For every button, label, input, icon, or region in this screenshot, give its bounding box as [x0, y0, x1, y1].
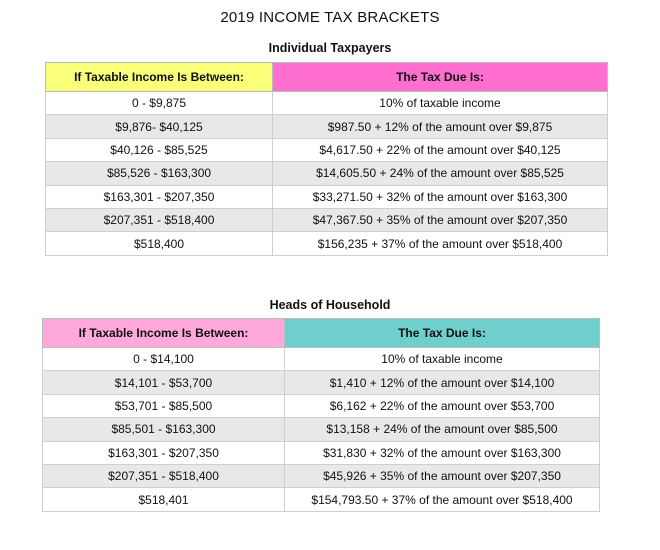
individual-col2-header: The Tax Due Is:	[273, 63, 608, 92]
income-range-cell: 0 - $14,100	[43, 348, 285, 371]
income-range-cell: $207,351 - $518,400	[43, 464, 285, 487]
table-row	[46, 208, 608, 231]
tax-due-cell: $14,605.50 + 24% of the amount over $85,525	[273, 162, 608, 185]
table-row	[46, 162, 608, 185]
individual-col1-header: If Taxable Income Is Between:	[46, 63, 273, 92]
table-row	[43, 464, 600, 487]
tax-due-cell: $47,367.50 + 35% of the amount over $207,350	[273, 208, 608, 231]
income-range-cell: $163,301 - $207,350	[43, 441, 285, 464]
tax-due-cell: $987.50 + 12% of the amount over $9,875	[273, 115, 608, 138]
table-row	[46, 138, 608, 161]
household-col1-header: If Taxable Income Is Between:	[43, 319, 285, 348]
income-range-cell: $14,101 - $53,700	[43, 371, 285, 394]
table-row	[43, 394, 600, 417]
income-range-cell: $518,400	[46, 232, 273, 255]
income-range-cell: $207,351 - $518,400	[46, 208, 273, 231]
document-title: 2019 INCOME TAX BRACKETS	[220, 9, 440, 26]
table-row	[46, 115, 608, 138]
household-col2-header: The Tax Due Is:	[285, 319, 600, 348]
table-row	[43, 418, 600, 441]
household-section-title: Heads of Household	[269, 298, 391, 312]
tax-due-cell: 10% of taxable income	[285, 348, 600, 371]
tax-due-cell: $6,162 + 22% of the amount over $53,700	[285, 394, 600, 417]
tax-due-cell: $33,271.50 + 32% of the amount over $163,300	[273, 185, 608, 208]
household-tax-table	[42, 318, 600, 512]
tax-due-cell: $1,410 + 12% of the amount over $14,100	[285, 371, 600, 394]
income-range-cell: $85,501 - $163,300	[43, 418, 285, 441]
tax-due-cell: $4,617.50 + 22% of the amount over $40,125	[273, 138, 608, 161]
tax-due-cell: $13,158 + 24% of the amount over $85,500	[285, 418, 600, 441]
income-range-cell: $518,401	[43, 488, 285, 511]
income-range-cell: 0 - $9,875	[46, 92, 273, 115]
income-range-cell: $53,701 - $85,500	[43, 394, 285, 417]
tax-due-cell: $156,235 + 37% of the amount over $518,400	[273, 232, 608, 255]
table-row	[43, 441, 600, 464]
income-range-cell: $163,301 - $207,350	[46, 185, 273, 208]
tax-due-cell: $154,793.50 + 37% of the amount over $518,400	[285, 488, 600, 511]
tax-due-cell: $31,830 + 32% of the amount over $163,300	[285, 441, 600, 464]
income-range-cell: $40,126 - $85,525	[46, 138, 273, 161]
table-row	[46, 232, 608, 255]
table-row	[43, 348, 600, 371]
table-row	[46, 185, 608, 208]
table-row	[46, 92, 608, 115]
tax-due-cell: $45,926 + 35% of the amount over $207,350	[285, 464, 600, 487]
table-row	[43, 371, 600, 394]
individual-tax-table	[45, 62, 608, 256]
table-row	[43, 488, 600, 511]
tax-due-cell: 10% of taxable income	[273, 92, 608, 115]
income-range-cell: $85,526 - $163,300	[46, 162, 273, 185]
income-range-cell: $9,876- $40,125	[46, 115, 273, 138]
individual-section-title: Individual Taxpayers	[268, 41, 392, 55]
